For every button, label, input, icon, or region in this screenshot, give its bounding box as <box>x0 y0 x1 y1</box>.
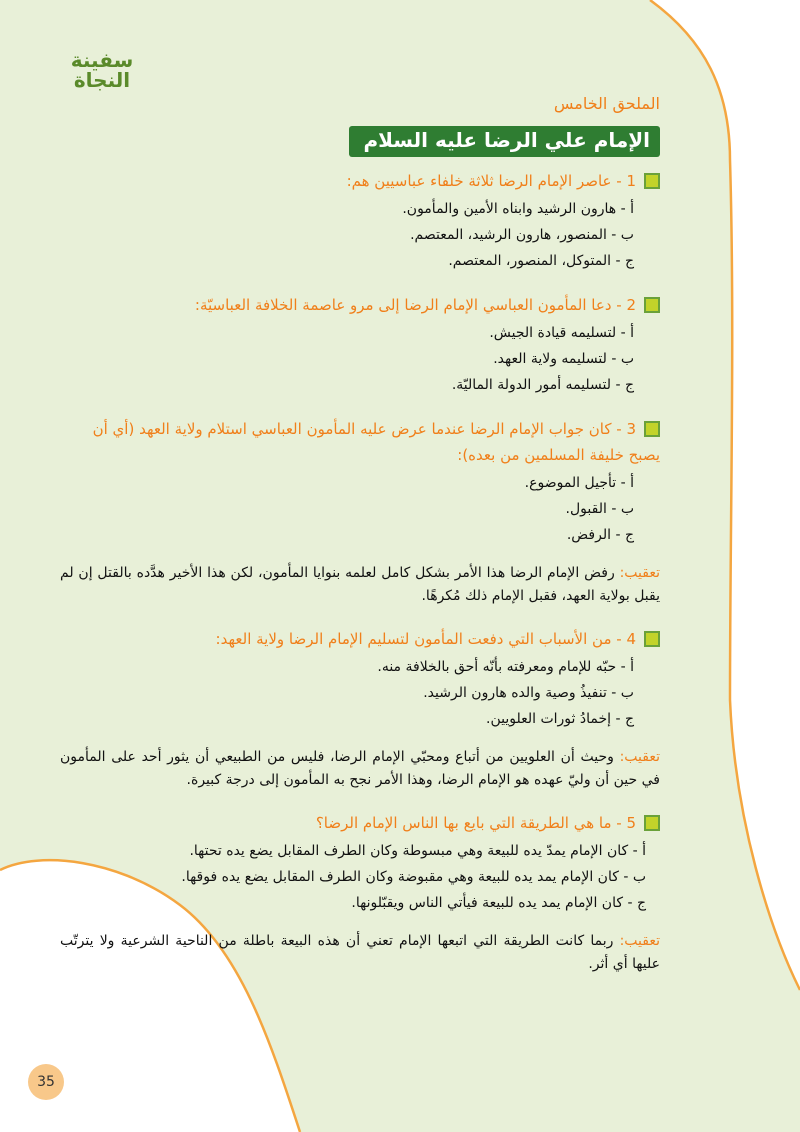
logo: سفينة النجاة <box>70 48 134 92</box>
q3-option-c: ج - الرفض. <box>566 527 634 543</box>
question-3-text: 3 - كان جواب الإمام الرضا عندما عرض عليه المأمون العباسي استلام ولاية العهد (أي أن يصبح خليفة المسلمين من بعده): <box>92 420 660 464</box>
page-number: 35 <box>28 1064 64 1100</box>
question-4-text: 4 - من الأسباب التي دفعت المأمون لتسليم الإمام الرضا ولاية العهد: <box>215 630 636 648</box>
comment-4 <box>60 746 660 792</box>
comment-5-text: ربما كانت الطريقة التي اتبعها الإمام تعني أن هذه البيعة باطلة من الناحية الشرعية ولا يترتّب عليها أي أثر. <box>60 933 660 972</box>
q5-option-a: أ - كان الإمام يمدّ يده للبيعة وهي مبسوطة وكان الطرف المقابل يضع يده تحتها. <box>189 843 646 859</box>
comment-3 <box>60 562 660 608</box>
comment-label: تعقيب: <box>619 933 661 949</box>
page-title: الإمام علي الرضا عليه السلام <box>349 126 660 157</box>
bullet-icon <box>644 421 660 437</box>
q1-option-c: ج - المتوكل، المنصور، المعتصم. <box>448 253 634 269</box>
bullet-icon <box>644 815 660 831</box>
bullet-icon <box>644 297 660 313</box>
q2-option-b: ب - لتسليمه ولاية العهد. <box>493 351 634 367</box>
comment-label: تعقيب: <box>619 565 660 581</box>
comment-label: تعقيب: <box>619 749 660 765</box>
q3-option-b: ب - القبول. <box>565 501 634 517</box>
section-label: الملحق الخامس <box>553 94 660 113</box>
question-4 <box>60 626 660 732</box>
q2-option-c: ج - لتسليمه أمور الدولة الماليّة. <box>451 377 634 393</box>
comment-3-text: رفض الإمام الرضا هذا الأمر بشكل كامل لعلمه بنوايا المأمون، لكن هذا الأخير هدَّده بالقتل إن لم يقبل بولاية العهد، فقبل الإمام ذلك مُكرهًا. <box>60 565 660 604</box>
q4-option-b: ب - تنفيذُ وصية والده هارون الرشيد. <box>423 685 634 701</box>
q4-option-a: أ - حبّه للإمام ومعرفته بأنّه أحق بالخلافة منه. <box>377 659 634 675</box>
q2-option-a: أ - لتسليمه قيادة الجيش. <box>489 325 634 341</box>
comment-5 <box>60 930 660 976</box>
bullet-icon <box>644 173 660 189</box>
question-5-text: 5 - ما هي الطريقة التي بايع بها الناس الإمام الرضا؟ <box>315 814 636 832</box>
question-2 <box>60 292 660 398</box>
question-1 <box>60 168 660 274</box>
q1-option-b: ب - المنصور، هارون الرشيد، المعتصم. <box>410 227 634 243</box>
question-5 <box>60 810 660 916</box>
q5-option-c: ج - كان الإمام يمد يده للبيعة فيأتي الناس ويقبّلونها. <box>351 895 646 911</box>
q4-option-c: ج - إخمادُ ثورات العلويين. <box>486 711 634 727</box>
q1-option-a: أ - هارون الرشيد وابناه الأمين والمأمون. <box>402 201 634 217</box>
q5-option-b: ب - كان الإمام يمد يده للبيعة وهي مقبوضة وكان الطرف المقابل يضع يده فوقها. <box>181 869 646 885</box>
question-3 <box>60 416 660 548</box>
content <box>60 168 660 994</box>
comment-4-text: وحيث أن العلويين من أتباع ومحبّي الإمام الرضا، فليس من الطبيعي أن يثور أحد على المأمون في حين أن وليّ عهده هو الإمام الرضا، وهذا الأمر نجح به المأمون إلى درجة كبيرة. <box>60 749 660 788</box>
q3-option-a: أ - تأجيل الموضوع. <box>524 475 634 491</box>
question-2-text: 2 - دعا المأمون العباسي الإمام الرضا إلى مرو عاصمة الخلافة العباسيّة: <box>194 296 636 314</box>
question-1-text: 1 - عاصر الإمام الرضا ثلاثة خلفاء عباسيين هم: <box>346 172 636 190</box>
bullet-icon <box>644 631 660 647</box>
